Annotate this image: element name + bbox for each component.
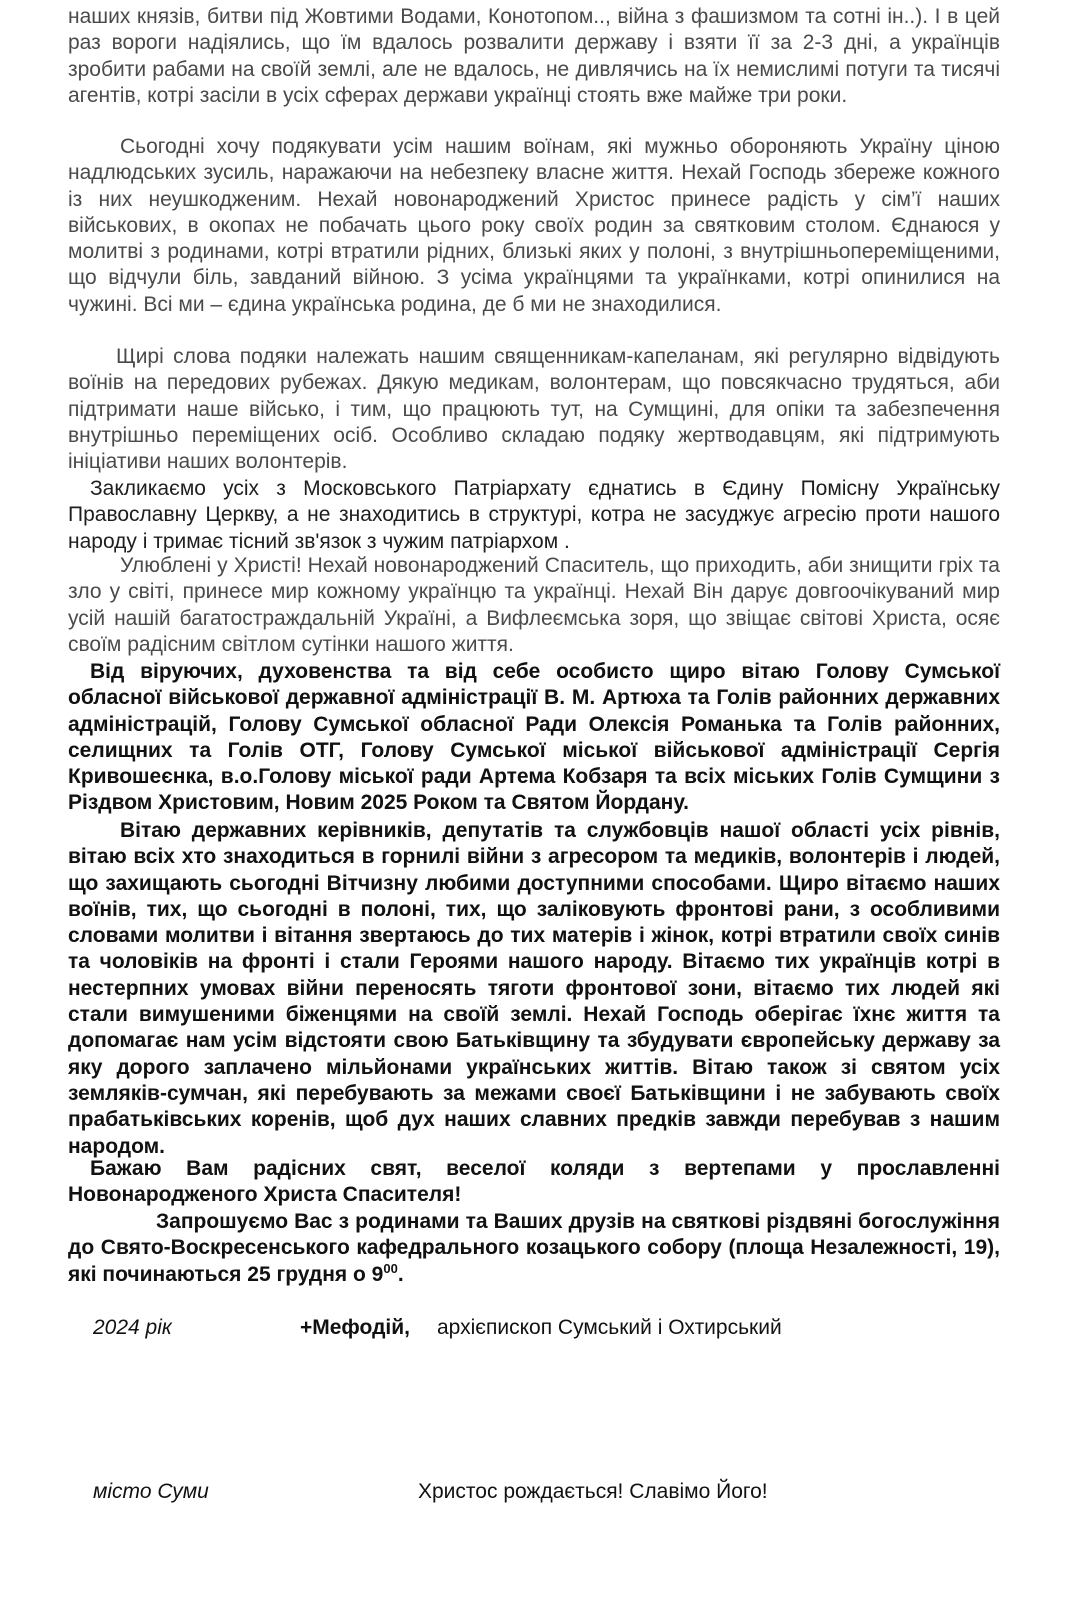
- invitation-time-superscript: 00: [383, 1260, 398, 1276]
- signature-greeting: Христос рождається! Славімо Його!: [418, 1480, 768, 1503]
- paragraph-thanks-warriors: Сьогодні хочу подякувати усім нашим воїнам, які мужньо обороняють Україну ціною надлюдських зусиль, наражаючи на небезпеку власне життя. Нехай Господь збереже кожного із них неушкодженим. Нехай новонароджений Христос принесе радість у сім’ї наших військових, в окопах не побачать цього року своїх родин за святковим столом. Єднаюся у молитві з родинами, котрі втратили рідних, близькі яких у полоні, з внутрішньопереміщеними, що відчули біль, завданий війною. З усіма українцями та українками, котрі опинилися на чужині. Всі ми – єдина українська родина, де б ми не знаходилися.: [68, 135, 1000, 316]
- signature-year: 2024 рік: [93, 1316, 172, 1339]
- invitation-text: Запрошуємо Вас з родинами та Ваших друзів на святкові різдвяні богослужіння до Свято-Воскресенського кафедрального козацького собору (площа Незалежності, 19), які починаються 25 грудня о 9: [68, 1210, 1000, 1286]
- paragraph-appeal: Закликаємо усіх з Московського Патріархату єднатись в Єдину Помісну Українську Православну Церкву, а не знаходитись в структурі, котра не засуджує агресію проти нашого народу і тримає тісний зв'язок з чужим патріархом .: [68, 477, 1000, 553]
- paragraph-greeting-all: Вітаю державних керівників, депутатів та службовців нашої області усіх рівнів, вітаю всіх хто знаходиться в горнилі війни з агресором та медиків, волонтерів і людей, що захищають сьогодні Вітчизну любими доступними способами. Щиро вітаємо наших воїнів, тих, що сьогодні в полоні, тих, що заліковують фронтові рани, з особливими словами молитви і вітання звертаюсь до тих матерів і жінок, котрі втратили своїх синів та чоловіків на фронті і стали Героями нашого народу. Вітаємо тих українців котрі в нестерпних умовах війни переносять тяготи фронтової зони, вітаємо тих людей які стали вимушеними біженцями на своїй землі. Нехай Господь оберігає їхнє життя та допомагає нам усім відстояти свою Батьківщину та збудувати європейську державу за яку дорого заплачено мільйонами українських життів. Вітаю також зі святом усіх земляків-сумчан, які перебувають за межами своєї Батьківщини і не забувають своїх прабатьківських коренів, щоб дух наших славних предків завжди перебував з нашим народом.: [68, 819, 1000, 1158]
- paragraph-invitation: [68, 1209, 1000, 1288]
- paragraph-greeting-officials: Від віруючих, духовенства та від себе особисто щиро вітаю Голову Сумської обласної військової державної адміністрації В. М. Артюха та Голів районних державних адміністрацій, Голову Сумської обласної Ради Олексія Романька та Голів районних, селищних та Голів ОТГ, Голову Сумської міської військової адміністрації Сергія Кривошеєнка, в.о.Голову міської ради Артема Кобзаря та всіх міських Голів Сумщини з Різдвом Христовим, Новим 2025 Роком та Святом Йордану.: [68, 660, 1000, 815]
- paragraph-thanks-chaplains: Щирі слова подяки належать нашим священникам-капеланам, які регулярно відвідують воїнів на передових рубежах. Дякую медикам, волонтерам, що повсякчасно трудяться, аби підтримати наше військо, і тим, що працюють тут, на Сумщині, для опіки та забезпечення внутрішньо переміщених осіб. Особливо складаю подяку жертводавцям, які підтримують ініціативи наших волонтерів.: [68, 345, 1000, 474]
- signature-name: +Мефодій,: [300, 1316, 410, 1339]
- paragraph-wishes: Бажаю Вам радісних свят, веселої коляди з вертепами у прославленні Новонародженого Христа Спасителя!: [68, 1157, 1000, 1207]
- signature-city: місто Суми: [93, 1480, 209, 1503]
- paragraph-history: наших князів, битви під Жовтими Водами, Конотопом.., війна з фашизмом та сотні ін..). І в цей раз вороги надіялись, що їм вдалось розвалити державу і взяти її за 2-3 дні, а українців зробити рабами на своїй землі, але не вдалось, не дивлячись на їх немислимі потуги та тисячі агентів, котрі засіли в усіх сферах держави українці стоять вже майже три роки.: [68, 5, 1000, 107]
- invitation-tail: .: [397, 1262, 404, 1286]
- signature-title: архієпископ Сумський і Охтирський: [437, 1316, 782, 1339]
- paragraph-beloved: Улюблені у Христі! Нехай новонароджений Спаситель, що приходить, аби знищити гріх та зло у світі, принесе мир кожному українцю та українці. Нехай Він дарує довгоочікуваний мир усій нашій багатостраждальній Україні, а Вифлеємська зоря, що звіщає світові Христа, осяє своїм радісним світлом сутінки нашого життя.: [68, 554, 1000, 656]
